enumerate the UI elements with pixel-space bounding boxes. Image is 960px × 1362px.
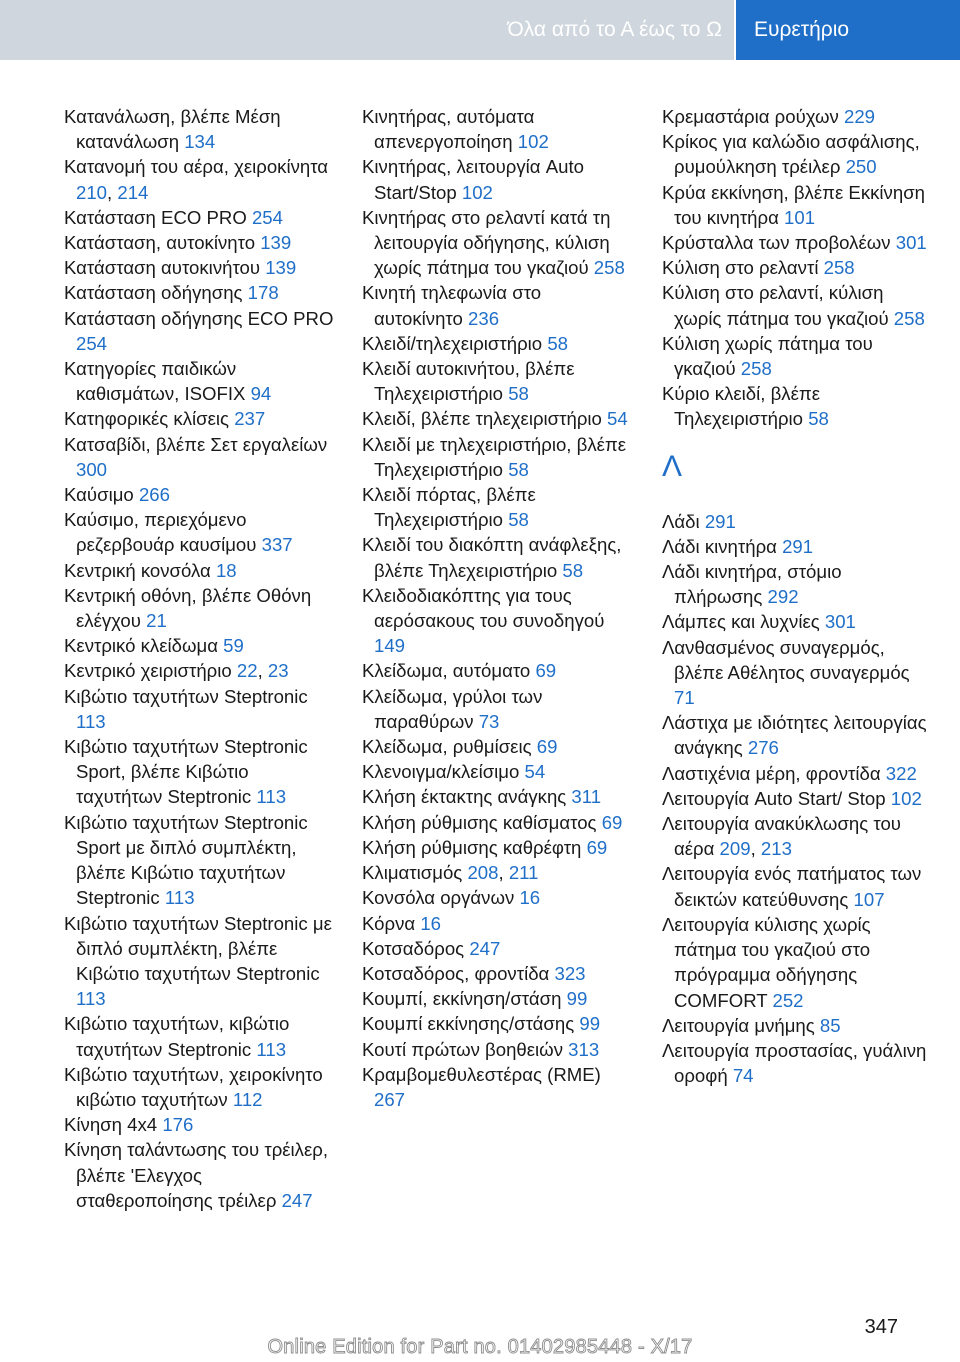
index-entry bbox=[362, 154, 634, 204]
page-reference-link[interactable]: 69 bbox=[535, 660, 557, 682]
index-entry bbox=[362, 835, 634, 860]
index-entry bbox=[64, 810, 336, 911]
footer-edition: Online Edition for Part no. 01402985448 - X/17 bbox=[267, 1336, 693, 1358]
page-reference-link[interactable]: 113 bbox=[256, 1038, 287, 1060]
page-reference-link[interactable]: 113 bbox=[76, 710, 106, 732]
index-term: Λάμπες και λυχνίες bbox=[662, 611, 820, 633]
index-entry bbox=[64, 1112, 336, 1137]
page-reference-link[interactable]: 85 bbox=[819, 1014, 841, 1036]
page-reference-link[interactable]: 54 bbox=[607, 408, 628, 430]
index-entry bbox=[362, 986, 634, 1011]
index-entry: Λειτουργία ανακύκλωσης του αέρα 209, 213 bbox=[662, 813, 901, 860]
page-reference-link[interactable]: 301 bbox=[824, 611, 856, 633]
index-entry: Κατανομή του αέρα, χειροκίνητα 210, 214 bbox=[64, 156, 329, 203]
index-entry bbox=[64, 734, 336, 810]
page-reference-link[interactable]: 102 bbox=[461, 181, 493, 203]
index-entry bbox=[64, 230, 336, 255]
page-number: 347 bbox=[864, 1316, 898, 1338]
index-entry bbox=[362, 356, 634, 406]
page-reference-link[interactable]: 134 bbox=[184, 131, 216, 153]
index-entry bbox=[662, 1038, 934, 1088]
index-entry bbox=[64, 406, 336, 431]
page-reference-link[interactable]: 254 bbox=[251, 206, 283, 228]
index-term: Κατάσταση οδήγησης bbox=[64, 282, 243, 304]
index-term: Κουμπί, εκκίνηση/στάση bbox=[362, 988, 562, 1010]
index-entry bbox=[662, 1013, 934, 1038]
index-entry bbox=[362, 532, 634, 582]
index-term: Κλήση ρύθμισης καθίσματος bbox=[362, 811, 597, 833]
page-reference-link[interactable]: 210 bbox=[76, 181, 108, 203]
page-reference-link[interactable]: 59 bbox=[223, 635, 244, 657]
page-reference-link[interactable]: 267 bbox=[374, 1088, 406, 1110]
index-term: Κλενοιγμα/κλείσιμο bbox=[362, 761, 520, 783]
page-reference-link[interactable]: 252 bbox=[772, 989, 804, 1011]
index-term: Κιβώτιο ταχυτήτων Steptronic με διπλό συμπλέκτη, βλέπε Κιβώτιο ταχυτήτων Steptronic bbox=[64, 912, 332, 984]
page-reference-link[interactable]: 101 bbox=[784, 206, 816, 228]
index-term: Κεντρικό κλείδωμα bbox=[64, 635, 218, 657]
page-reference-link[interactable]: 94 bbox=[250, 383, 272, 405]
index-entry bbox=[362, 331, 634, 356]
index-term: Λειτουργία Auto Start/ Stop bbox=[662, 787, 886, 809]
page-reference-link[interactable]: 291 bbox=[704, 510, 736, 532]
index-term: Λαστιχένια μέρη, φροντίδα bbox=[662, 762, 881, 784]
index-term: Κύριο κλειδί, βλέπε Τηλεχειριστήριο bbox=[662, 383, 821, 430]
index-term: Κλειδί/τηλεχειριστήριο bbox=[362, 332, 543, 354]
index-entry bbox=[64, 911, 336, 1012]
page-reference-link[interactable]: 58 bbox=[508, 383, 529, 405]
index-entry bbox=[662, 230, 934, 255]
index-term: Κοτσαδόρος bbox=[362, 937, 465, 959]
page-reference-link[interactable]: 58 bbox=[808, 408, 829, 430]
index-column-1 bbox=[64, 104, 336, 1213]
index-entry bbox=[64, 482, 336, 507]
index-entry bbox=[64, 1011, 336, 1061]
index-entry bbox=[362, 482, 634, 532]
index-entry bbox=[64, 205, 336, 230]
page-reference-link[interactable]: 102 bbox=[890, 787, 922, 809]
page-reference-link[interactable]: 236 bbox=[468, 307, 500, 329]
index-term: Κεντρική κονσόλα bbox=[64, 559, 211, 581]
page-reference-link[interactable]: 18 bbox=[215, 559, 237, 581]
page-reference-link[interactable]: 99 bbox=[579, 1013, 601, 1035]
index-entry bbox=[362, 810, 634, 835]
index-entry bbox=[362, 1062, 634, 1112]
index-term: Λανθασμένος συναγερμός, βλέπε Αθέλητος συναγερμός bbox=[662, 636, 910, 683]
page-reference-link[interactable]: 208 bbox=[467, 862, 499, 884]
index-term: Κρύσταλλα των προβολέων bbox=[662, 232, 891, 254]
index-term: Κατηφορικές κλίσεις bbox=[64, 408, 230, 430]
section-title: Όλα από το Α έως το Ω bbox=[507, 18, 722, 41]
page-reference-link[interactable]: 21 bbox=[146, 610, 167, 632]
index-entry bbox=[362, 734, 634, 759]
page-reference-link[interactable]: 229 bbox=[844, 106, 876, 127]
index-term: Κιβώτιο ταχυτήτων Steptronic Sport, βλέπε Κιβώτιο ταχυτήτων Steptronic bbox=[64, 736, 308, 808]
index-letter-heading: Λ bbox=[662, 449, 683, 483]
index-term: Κιβώτιο ταχυτήτων Steptronic Sport με διπλό συμπλέκτη, βλέπε Κιβώτιο ταχυτήτων Steptronic bbox=[64, 811, 308, 909]
index-entry bbox=[64, 255, 336, 280]
index-term: Καύσιμο, περιεχόμενο ρεζερβουάρ καυσίμου bbox=[64, 509, 257, 556]
index-term: Κόρνα bbox=[362, 912, 416, 934]
index-entry bbox=[362, 205, 634, 281]
index-entry bbox=[64, 507, 336, 557]
index-term: Κινητήρας, λειτουργία Auto Start/Stop bbox=[362, 156, 584, 203]
page-reference-link[interactable]: 178 bbox=[247, 282, 279, 304]
index-term: Κινητήρας, αυτόματα απενεργοποίηση bbox=[362, 106, 535, 153]
page-reference-link[interactable]: 113 bbox=[76, 988, 106, 1010]
index-entry bbox=[64, 280, 336, 305]
index-term: Λειτουργία ανακύκλωσης του αέρα bbox=[662, 813, 901, 860]
page-reference-link[interactable]: 254 bbox=[76, 332, 108, 354]
page-reference-link[interactable]: 73 bbox=[478, 710, 500, 732]
page-reference-link[interactable]: 247 bbox=[469, 937, 501, 959]
index-entry bbox=[362, 1037, 634, 1062]
page-reference-link[interactable]: 58 bbox=[562, 559, 584, 581]
index-term: Κλείδωμα, ρυθμίσεις bbox=[362, 736, 532, 758]
index-term: Κίνηση 4x4 bbox=[64, 1114, 158, 1136]
page-reference-link[interactable]: 99 bbox=[566, 988, 588, 1010]
page-reference-link[interactable]: 258 bbox=[740, 358, 772, 380]
index-entry bbox=[362, 684, 634, 734]
index-entry bbox=[662, 104, 934, 129]
page-reference-link[interactable]: 16 bbox=[420, 912, 441, 934]
index-term: Κεντρικό χειριστήριο bbox=[64, 660, 232, 682]
page-reference-link[interactable]: 112 bbox=[232, 1088, 263, 1110]
index-term: Κλείδωμα, αυτόματο bbox=[362, 660, 531, 682]
index-term: Κλειδί με τηλεχειριστήριο, βλέπε Τηλεχειριστήριο bbox=[362, 433, 627, 480]
page-reference-link[interactable]: 258 bbox=[823, 257, 855, 279]
page-reference-link[interactable]: 292 bbox=[767, 586, 799, 608]
index-term: Κλήση ρύθμισης καθρέφτη bbox=[362, 836, 582, 858]
index-entry bbox=[64, 104, 336, 154]
page-reference-link[interactable]: 69 bbox=[536, 736, 558, 758]
index-entry bbox=[662, 559, 934, 609]
index-entry bbox=[362, 432, 634, 482]
index-term: Λειτουργία μνήμης bbox=[662, 1014, 815, 1036]
index-entry bbox=[362, 658, 634, 683]
page-reference-link[interactable]: 266 bbox=[138, 484, 170, 506]
index-term: Λάδι κινητήρα bbox=[662, 535, 777, 557]
index-entry bbox=[662, 331, 934, 381]
index-term: Κιβώτιο ταχυτήτων, χειροκίνητο κιβώτιο ταχυτήτων bbox=[64, 1063, 323, 1110]
index-entry bbox=[362, 885, 634, 910]
section-banner bbox=[0, 0, 734, 60]
page-reference-link[interactable]: 113 bbox=[164, 887, 195, 909]
index-entry bbox=[662, 509, 934, 534]
index-term: Καύσιμο bbox=[64, 484, 134, 506]
index-term: Κλιματισμός bbox=[362, 862, 463, 884]
page-reference-link[interactable]: 54 bbox=[524, 761, 546, 783]
index-entry: Κεντρικό χειριστήριο 22, 23 bbox=[64, 660, 289, 682]
index-entry bbox=[64, 306, 336, 356]
index-term: Κατάσταση, αυτοκίνητο bbox=[64, 232, 256, 254]
index-term: Κουτί πρώτων βοηθειών bbox=[362, 1038, 563, 1060]
index-entry bbox=[662, 534, 934, 559]
page-reference-link[interactable]: 69 bbox=[601, 811, 623, 833]
page-reference-link[interactable]: 214 bbox=[117, 181, 149, 203]
index-entry bbox=[362, 961, 634, 986]
index-term: Κλειδί πόρτας, βλέπε Τηλεχειριστήριο bbox=[362, 484, 536, 531]
index-entry bbox=[362, 583, 634, 659]
index-term: Κύλιση χωρίς πάτημα του γκαζιού bbox=[662, 332, 873, 380]
index-entry bbox=[64, 583, 336, 633]
index-entry bbox=[662, 255, 934, 280]
page-reference-link[interactable]: 211 bbox=[508, 862, 539, 884]
index-term: Κατσαβίδι, βλέπε Σετ εργαλείων bbox=[64, 433, 328, 455]
index-entry bbox=[662, 861, 934, 911]
page-reference-link[interactable]: 139 bbox=[260, 232, 292, 254]
index-term: Κεντρική οθόνη, βλέπε Οθόνη ελέγχου bbox=[64, 584, 312, 632]
page-reference-link[interactable]: 102 bbox=[517, 131, 549, 153]
index-entry bbox=[362, 1011, 634, 1036]
index-term: Λάστιχα με ιδιότητες λειτουργίας ανάγκης bbox=[662, 712, 927, 759]
index-entry bbox=[662, 786, 934, 811]
page-reference-link[interactable]: 71 bbox=[674, 687, 695, 709]
index-term: Λειτουργία κύλισης χωρίς πάτημα του γκαζιού στο πρόγραμμα οδήγησης COMFORT bbox=[662, 913, 871, 1011]
index-entry bbox=[362, 406, 634, 431]
index-entry bbox=[362, 104, 634, 154]
index-column-3 bbox=[662, 104, 934, 1088]
index-entry bbox=[662, 609, 934, 634]
index-term: Κονσόλα οργάνων bbox=[362, 887, 515, 909]
index-term: Κατάσταση ECO PRO bbox=[64, 206, 247, 228]
index-term: Κλειδί αυτοκινήτου, βλέπε Τηλεχειριστήριο bbox=[362, 358, 575, 405]
page-reference-link[interactable]: 69 bbox=[586, 836, 608, 858]
index-term: Κύλιση στο ρελαντί bbox=[662, 257, 819, 279]
index-term: Λάδι bbox=[662, 510, 700, 532]
index-term: Κατανομή του αέρα, χειροκίνητα bbox=[64, 156, 329, 178]
index-term: Κραμβομεθυλεστέρας (RME) bbox=[362, 1063, 601, 1085]
page-reference-link[interactable]: 276 bbox=[747, 737, 779, 759]
page-reference-link[interactable]: 113 bbox=[256, 786, 287, 808]
page-reference-link[interactable]: 58 bbox=[547, 332, 568, 354]
index-tab[interactable] bbox=[736, 0, 960, 60]
page-reference-link[interactable]: 209 bbox=[719, 838, 751, 860]
page-reference-link[interactable]: 337 bbox=[261, 534, 293, 556]
index-entry bbox=[662, 180, 934, 230]
index-entry bbox=[64, 684, 336, 734]
page-reference-link[interactable]: 258 bbox=[893, 307, 925, 329]
page-reference-link[interactable]: 323 bbox=[554, 962, 586, 984]
index-term: Κατηγορίες παιδικών καθισμάτων, ISOFIX bbox=[64, 358, 246, 405]
page-reference-link[interactable]: 237 bbox=[234, 408, 266, 430]
index-tab-label: Ευρετήριο bbox=[754, 18, 850, 41]
index-entry bbox=[64, 432, 336, 482]
page-reference-link[interactable]: 23 bbox=[267, 660, 289, 682]
index-entry bbox=[662, 710, 934, 760]
index-entry bbox=[362, 936, 634, 961]
page-reference-link[interactable]: 291 bbox=[782, 535, 814, 557]
index-entry bbox=[662, 381, 934, 431]
index-entry bbox=[64, 633, 336, 658]
index-term: Κατάσταση οδήγησης ECO PRO bbox=[64, 307, 334, 329]
page-reference-link[interactable]: 322 bbox=[885, 762, 917, 784]
page-reference-link[interactable]: 16 bbox=[519, 887, 541, 909]
index-entry bbox=[662, 761, 934, 786]
page-reference-link[interactable]: 22 bbox=[236, 660, 258, 682]
index-entry: Κλιματισμός 208, 211 bbox=[362, 862, 539, 884]
index-term: Κινητήρας στο ρελαντί κατά τη λειτουργία οδήγησης, κύλιση χωρίς πάτημα του γκαζιού bbox=[362, 206, 611, 279]
page-reference-link[interactable]: 139 bbox=[265, 257, 297, 279]
index-term: Λάδι κινητήρα, στόμιο πλήρωσης bbox=[662, 561, 842, 608]
page-reference-link[interactable]: 213 bbox=[760, 838, 792, 860]
index-entry bbox=[662, 129, 934, 179]
index-entry bbox=[362, 280, 634, 330]
index-term: Κατάσταση αυτοκινήτου bbox=[64, 257, 261, 279]
index-term: Λειτουργία προστασίας, γυάλινη οροφή bbox=[662, 1039, 927, 1087]
index-term: Κατανάλωση, βλέπε Μέση κατανάλωση bbox=[64, 106, 281, 153]
index-term: Κλειδοδιακόπτης για τους αερόσακους του συνοδηγού bbox=[362, 584, 605, 632]
page-header bbox=[0, 0, 960, 60]
index-entry bbox=[64, 356, 336, 406]
index-term: Κλειδί, βλέπε τηλεχειριστήριο bbox=[362, 408, 602, 430]
index-term: Κρύα εκκίνηση, βλέπε Εκκίνηση του κινητήρα bbox=[662, 181, 926, 228]
index-term: Κίνηση ταλάντωσης του τρέιλερ, βλέπε 'Ελεγχος σταθεροποίησης τρέιλερ bbox=[64, 1139, 329, 1211]
page-reference-link[interactable]: 301 bbox=[895, 232, 927, 254]
page-reference-link[interactable]: 58 bbox=[508, 509, 529, 531]
index-entry bbox=[64, 558, 336, 583]
index-entry bbox=[662, 280, 934, 330]
index-entry bbox=[64, 1062, 336, 1112]
page-reference-link[interactable]: 258 bbox=[593, 257, 625, 279]
page-reference-link[interactable]: 176 bbox=[162, 1114, 194, 1136]
index-entry bbox=[662, 635, 934, 711]
index-term: Κιβώτιο ταχυτήτων Steptronic bbox=[64, 685, 308, 707]
index-term: Κύλιση στο ρελαντί, κύλιση χωρίς πάτημα του γκαζιού bbox=[662, 282, 889, 329]
index-term: Κοτσαδόρος, φροντίδα bbox=[362, 962, 550, 984]
index-entry bbox=[662, 912, 934, 1013]
page-reference-link[interactable]: 58 bbox=[508, 458, 529, 480]
index-term: Κινητή τηλεφωνία στο αυτοκίνητο bbox=[362, 282, 542, 329]
index-entry bbox=[64, 1137, 336, 1213]
index-term: Κλειδί του διακόπτη ανάφλεξης, βλέπε Τηλεχειριστήριο bbox=[362, 534, 622, 581]
index-term: Κουμπί εκκίνησης/στάσης bbox=[362, 1013, 575, 1035]
index-term: Κλήση έκτακτης ανάγκης bbox=[362, 786, 567, 808]
page-reference-link[interactable]: 313 bbox=[568, 1038, 600, 1060]
index-term: Κιβώτιο ταχυτήτων, κιβώτιο ταχυτήτων Steptronic bbox=[64, 1013, 290, 1060]
index-column-2 bbox=[362, 104, 634, 1112]
page-reference-link[interactable]: 250 bbox=[845, 156, 877, 178]
page-reference-link[interactable]: 74 bbox=[732, 1065, 754, 1087]
index-entry bbox=[362, 784, 634, 809]
page-reference-link[interactable]: 247 bbox=[281, 1189, 313, 1211]
index-term: Κρίκος για καλώδιο ασφάλισης, ρυμούλκηση τρέιλερ bbox=[662, 131, 920, 178]
index-term: Κλείδωμα, γρύλοι των παραθύρων bbox=[362, 685, 543, 732]
page-reference-link[interactable]: 300 bbox=[76, 458, 108, 480]
index-term: Κρεμαστάρια ρούχων bbox=[662, 106, 839, 127]
index-term: Λειτουργία ενός πατήματος των δεικτών κατεύθυνσης bbox=[662, 863, 922, 910]
page-reference-link[interactable]: 107 bbox=[853, 888, 885, 910]
index-entry bbox=[362, 911, 634, 936]
page-reference-link[interactable]: 311 bbox=[571, 786, 602, 808]
index-entry bbox=[362, 759, 634, 784]
page-reference-link[interactable]: 149 bbox=[374, 635, 406, 657]
